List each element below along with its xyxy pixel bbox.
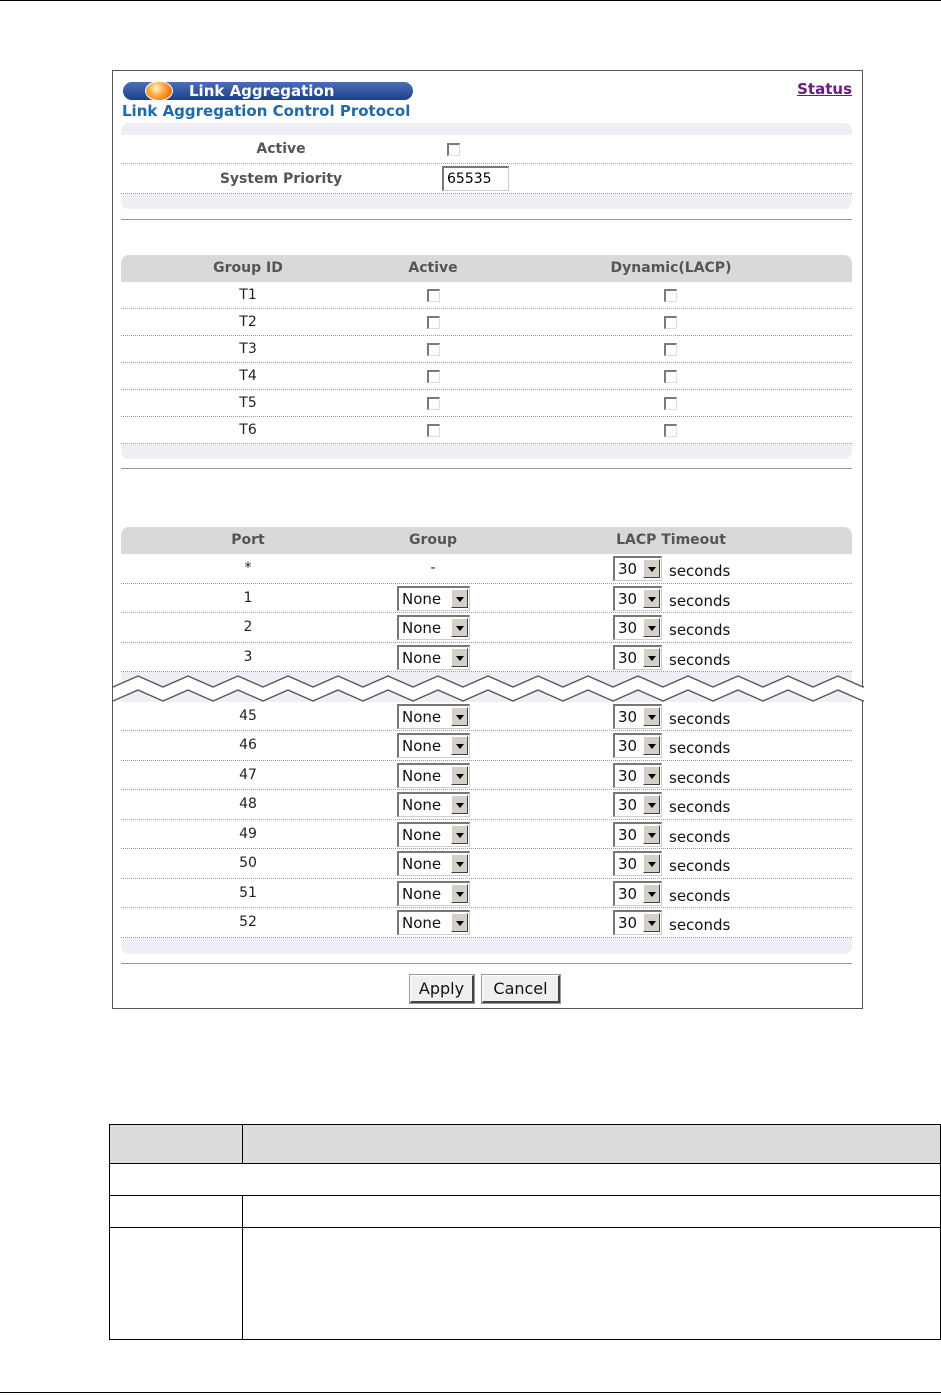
group-dynamic-lacp-checkbox[interactable] <box>664 316 677 329</box>
lacp-timeout-select-value: 30 <box>618 855 638 873</box>
chevron-down-icon[interactable] <box>643 618 660 637</box>
page-bottom-rule <box>0 1392 941 1393</box>
table-col-divider <box>242 1196 243 1340</box>
port-number: 2 <box>243 619 253 635</box>
apply-button[interactable]: Apply <box>410 975 474 1003</box>
lacp-timeout-select-value: 30 <box>618 796 638 814</box>
col-group-id: Group ID <box>213 260 283 276</box>
group-select-value: None <box>402 589 442 608</box>
chevron-down-icon[interactable] <box>643 648 660 667</box>
lacp-timeout-select[interactable] <box>613 851 662 876</box>
chevron-down-icon[interactable] <box>451 648 468 667</box>
group-select-value: None <box>402 648 442 667</box>
chevron-down-icon[interactable] <box>451 707 468 726</box>
divider <box>121 468 852 469</box>
chevron-down-icon[interactable] <box>643 707 660 726</box>
system-priority-input[interactable] <box>442 166 509 191</box>
port-row <box>121 643 852 673</box>
group-active-checkbox[interactable] <box>427 289 440 302</box>
group-id: T5 <box>239 395 257 411</box>
timeout-unit: seconds <box>669 916 731 934</box>
lacp-timeout-select-value: 30 <box>618 737 638 755</box>
port-number: 1 <box>243 589 253 606</box>
group-dynamic-lacp-checkbox[interactable] <box>664 397 677 410</box>
group-select[interactable] <box>397 910 470 935</box>
col-active: Active <box>408 260 458 276</box>
lacp-timeout-select-value: 30 <box>618 884 638 903</box>
lacp-timeout-select-value: 30 <box>618 707 638 726</box>
group-select-value: None <box>402 914 442 932</box>
group-select[interactable] <box>397 586 470 611</box>
chevron-down-icon[interactable] <box>451 618 468 637</box>
cancel-button[interactable]: Cancel <box>482 975 560 1003</box>
port-number: 45 <box>239 707 257 724</box>
chevron-down-icon[interactable] <box>451 766 468 785</box>
timeout-unit: seconds <box>669 739 731 757</box>
lacp-timeout-select[interactable] <box>613 556 662 581</box>
group-dynamic-lacp-checkbox[interactable] <box>664 289 677 302</box>
chevron-down-icon[interactable] <box>451 795 468 814</box>
group-select-value: None <box>402 884 442 903</box>
timeout-unit: seconds <box>669 798 731 816</box>
port-row <box>121 908 852 938</box>
port-header-row <box>121 527 852 554</box>
trunk-group-row <box>121 363 852 390</box>
lacp-active-label: Active <box>256 141 306 157</box>
timeout-unit: seconds <box>669 562 731 580</box>
timeout-unit: seconds <box>669 709 731 728</box>
group-id: T6 <box>239 422 257 438</box>
group-id: T2 <box>239 314 257 330</box>
port-number: 46 <box>239 737 257 753</box>
group-select-value: None <box>402 825 442 844</box>
timeout-unit: seconds <box>669 768 731 787</box>
group-select[interactable] <box>397 733 470 758</box>
group-select[interactable] <box>397 822 470 847</box>
port-row-all <box>121 554 852 584</box>
port-number: 3 <box>243 648 253 665</box>
title-bar <box>123 82 413 100</box>
lacp-timeout-select-value: 30 <box>618 560 638 578</box>
page-top-rule <box>0 0 941 1</box>
group-active-checkbox[interactable] <box>427 343 440 356</box>
chevron-down-icon[interactable] <box>643 559 660 578</box>
section-title: Link Aggregation Control Protocol <box>122 102 411 120</box>
trunk-group-row <box>121 390 852 417</box>
chevron-down-icon[interactable] <box>451 913 468 932</box>
table-row-divider <box>110 1227 940 1228</box>
group-active-checkbox[interactable] <box>427 397 440 410</box>
chevron-down-icon[interactable] <box>643 795 660 814</box>
port-row <box>121 584 852 614</box>
table-row-divider <box>110 1195 940 1196</box>
page-title: Link Aggregation <box>189 82 335 100</box>
group-select[interactable] <box>397 881 470 906</box>
lacp-timeout-select[interactable] <box>613 645 662 670</box>
lacp-timeout-select[interactable] <box>613 733 662 758</box>
port-panel <box>121 527 852 954</box>
timeout-unit: seconds <box>669 886 731 905</box>
port-number: 49 <box>239 825 257 842</box>
lacp-timeout-select-value: 30 <box>618 648 638 667</box>
lacp-timeout-select[interactable] <box>613 586 662 611</box>
group-dynamic-lacp-checkbox[interactable] <box>664 424 677 437</box>
group-active-checkbox[interactable] <box>427 370 440 383</box>
group-select-value: None <box>402 737 442 755</box>
port-row <box>121 820 852 850</box>
system-priority-label: System Priority <box>219 171 343 187</box>
chevron-down-icon[interactable] <box>643 589 660 608</box>
group-select-value: None <box>402 796 442 814</box>
lacp-timeout-select-value: 30 <box>618 619 638 637</box>
timeout-unit: seconds <box>669 857 731 875</box>
chevron-down-icon[interactable] <box>643 913 660 932</box>
group-select-value: None <box>402 766 442 785</box>
group-select[interactable] <box>397 792 470 817</box>
lacp-timeout-select[interactable] <box>613 615 662 640</box>
port-row <box>121 849 852 879</box>
trunk-group-panel <box>121 255 852 459</box>
lacp-timeout-select-value: 30 <box>618 825 638 844</box>
table-col-divider <box>242 1125 243 1164</box>
port-number: 48 <box>239 796 257 812</box>
group-select[interactable] <box>397 851 470 876</box>
timeout-unit: seconds <box>669 650 731 669</box>
port-row <box>121 761 852 791</box>
group-active-checkbox[interactable] <box>427 424 440 437</box>
chevron-down-icon[interactable] <box>451 854 468 873</box>
group-select[interactable] <box>397 763 470 788</box>
port-number: 51 <box>239 884 257 901</box>
timeout-unit: seconds <box>669 591 731 610</box>
port-row <box>121 879 852 909</box>
lacp-timeout-select-value: 30 <box>618 589 638 608</box>
port-row <box>121 790 852 820</box>
trunk-header-row <box>121 255 852 282</box>
chevron-down-icon[interactable] <box>643 884 660 903</box>
description-table <box>109 1124 941 1340</box>
group-select-value: None <box>402 619 442 637</box>
chevron-down-icon[interactable] <box>451 589 468 608</box>
timeout-unit: seconds <box>669 621 731 639</box>
col-port: Port <box>231 532 265 548</box>
group-id: T3 <box>239 341 257 357</box>
chevron-down-icon[interactable] <box>451 884 468 903</box>
chevron-down-icon[interactable] <box>643 854 660 873</box>
lacp-timeout-select[interactable] <box>613 763 662 788</box>
chevron-down-icon[interactable] <box>451 736 468 755</box>
port-number: 50 <box>239 855 257 871</box>
group-dynamic-lacp-checkbox[interactable] <box>664 370 677 383</box>
chevron-down-icon[interactable] <box>451 825 468 844</box>
lacp-timeout-select-value: 30 <box>618 766 638 785</box>
group-select[interactable] <box>397 615 470 640</box>
group-select[interactable] <box>397 645 470 670</box>
description-table-header <box>110 1125 940 1164</box>
group-id: T1 <box>239 287 257 303</box>
chevron-down-icon[interactable] <box>643 766 660 785</box>
col-lacp-timeout: LACP Timeout <box>616 532 726 548</box>
col-dynamic-lacp: Dynamic(LACP) <box>610 260 732 276</box>
lacp-timeout-select-value: 30 <box>618 914 638 932</box>
group-placeholder: - <box>430 560 436 576</box>
lacp-timeout-select[interactable] <box>613 822 662 847</box>
group-select-value: None <box>402 855 442 873</box>
group-id: T4 <box>239 368 257 384</box>
lacp-panel <box>121 123 852 209</box>
orb-icon <box>145 81 173 101</box>
table-break-zigzag <box>113 669 864 709</box>
system-priority-row <box>121 164 852 194</box>
lacp-timeout-select[interactable] <box>613 910 662 935</box>
lacp-active-checkbox[interactable] <box>447 143 460 156</box>
port-row <box>121 731 852 761</box>
port-row <box>121 613 852 643</box>
lacp-timeout-select[interactable] <box>613 881 662 906</box>
lacp-active-row <box>121 135 852 164</box>
port-number: * <box>244 560 252 576</box>
group-active-checkbox[interactable] <box>427 316 440 329</box>
divider <box>121 219 852 220</box>
lacp-timeout-select[interactable] <box>613 792 662 817</box>
port-number: 52 <box>239 914 257 930</box>
trunk-group-row <box>121 336 852 363</box>
trunk-group-row <box>121 417 852 444</box>
status-link[interactable]: Status <box>797 80 852 98</box>
col-group: Group <box>408 532 457 548</box>
port-number: 47 <box>239 766 257 783</box>
group-dynamic-lacp-checkbox[interactable] <box>664 343 677 356</box>
chevron-down-icon[interactable] <box>643 736 660 755</box>
screenshot-frame <box>112 70 863 1009</box>
group-select-value: None <box>402 707 442 726</box>
divider <box>121 963 852 964</box>
timeout-unit: seconds <box>669 827 731 846</box>
chevron-down-icon[interactable] <box>643 825 660 844</box>
trunk-group-row <box>121 309 852 336</box>
trunk-group-row <box>121 282 852 309</box>
